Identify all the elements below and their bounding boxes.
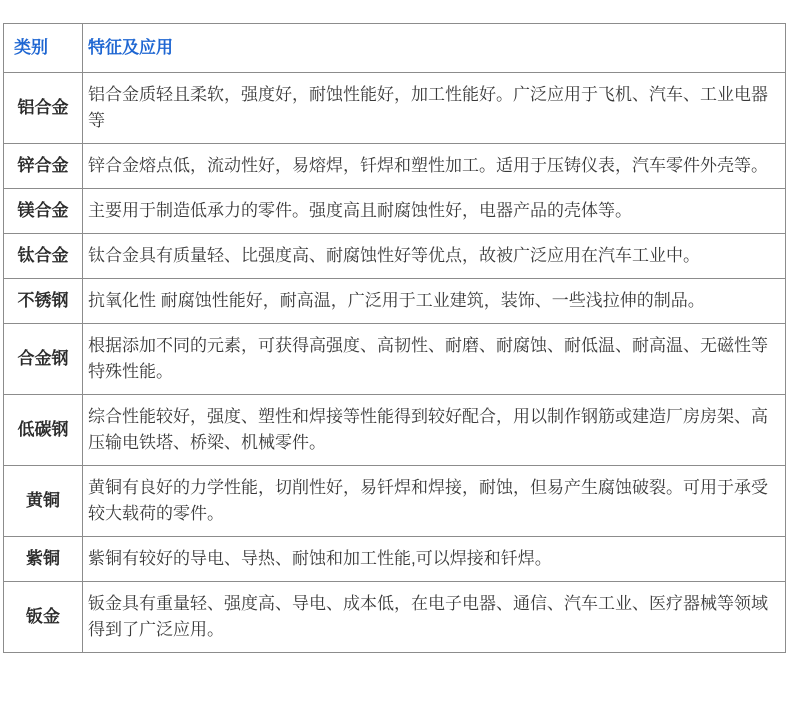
table-row	[4, 582, 786, 653]
table-row	[4, 324, 786, 395]
category-cell: 镁合金	[4, 189, 83, 234]
category-cell: 低碳钢	[4, 395, 83, 466]
table-row	[4, 73, 786, 144]
table-row	[4, 537, 786, 582]
header-row	[4, 24, 786, 73]
description-cell: 根据添加不同的元素，可获得高强度、高韧性、耐磨、耐腐蚀、耐低温、耐高温、无磁性等特殊性能。	[83, 324, 786, 395]
table-row	[4, 144, 786, 189]
category-cell: 紫铜	[4, 537, 83, 582]
description-cell: 铝合金质轻且柔软，强度好，耐蚀性能好，加工性能好。广泛应用于飞机、汽车、工业电器等	[83, 73, 786, 144]
table-row	[4, 466, 786, 537]
table-row	[4, 189, 786, 234]
description-cell: 黄铜有良好的力学性能，切削性好，易钎焊和焊接，耐蚀，但易产生腐蚀破裂。可用于承受较大载荷的零件。	[83, 466, 786, 537]
description-cell: 抗氧化性 耐腐蚀性能好，耐高温，广泛用于工业建筑，装饰、一些浅拉伸的制品。	[83, 279, 786, 324]
header-description: 特征及应用	[83, 24, 786, 73]
category-cell: 黄铜	[4, 466, 83, 537]
description-cell: 紫铜有较好的导电、导热、耐蚀和加工性能,可以焊接和钎焊。	[83, 537, 786, 582]
description-cell: 钣金具有重量轻、强度高、导电、成本低，在电子电器、通信、汽车工业、医疗器械等领域得到了广泛应用。	[83, 582, 786, 653]
category-cell: 锌合金	[4, 144, 83, 189]
table-row	[4, 279, 786, 324]
description-cell: 锌合金熔点低，流动性好，易熔焊，钎焊和塑性加工。适用于压铸仪表，汽车零件外壳等。	[83, 144, 786, 189]
description-cell: 钛合金具有质量轻、比强度高、耐腐蚀性好等优点，故被广泛应用在汽车工业中。	[83, 234, 786, 279]
category-cell: 不锈钢	[4, 279, 83, 324]
alloy-table-container	[3, 23, 786, 653]
table-row	[4, 395, 786, 466]
description-cell: 主要用于制造低承力的零件。强度高且耐腐蚀性好，电器产品的壳体等。	[83, 189, 786, 234]
alloy-table	[3, 23, 786, 653]
category-cell: 铝合金	[4, 73, 83, 144]
table-row	[4, 234, 786, 279]
category-cell: 钣金	[4, 582, 83, 653]
header-category: 类别	[4, 24, 83, 73]
category-cell: 钛合金	[4, 234, 83, 279]
description-cell: 综合性能较好，强度、塑性和焊接等性能得到较好配合，用以制作钢筋或建造厂房房架、高压输电铁塔、桥梁、机械零件。	[83, 395, 786, 466]
category-cell: 合金钢	[4, 324, 83, 395]
